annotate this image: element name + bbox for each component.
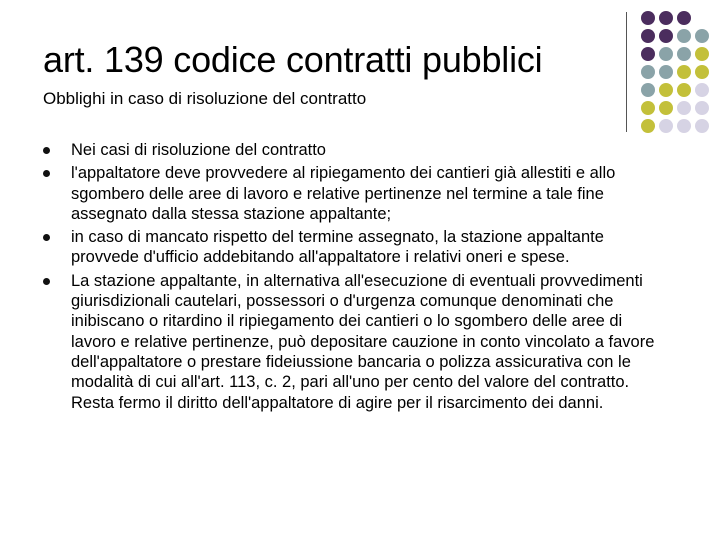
bullet-item bbox=[43, 271, 683, 413]
decorative-dot bbox=[677, 101, 691, 115]
decorative-dot bbox=[659, 83, 673, 97]
bullet-text: in caso di mancato rispetto del termine assegnato, la stazione appaltante provvede d'ufficio addebitando all'appaltatore i relativi oneri e spese. bbox=[71, 228, 604, 267]
decorative-dot bbox=[641, 101, 655, 115]
decorative-dot bbox=[677, 29, 691, 43]
decorative-dot bbox=[677, 83, 691, 97]
bullet-dot-icon bbox=[43, 147, 50, 154]
decorative-dot bbox=[677, 119, 691, 133]
decorative-dot bbox=[641, 83, 655, 97]
bullet-text: Nei casi di risoluzione del contratto bbox=[71, 141, 326, 159]
decorative-dot bbox=[695, 119, 709, 133]
bullet-item bbox=[43, 227, 683, 268]
decorative-dot bbox=[641, 65, 655, 79]
decorative-dot bbox=[695, 101, 709, 115]
decorative-dot bbox=[677, 11, 691, 25]
decorative-dot-grid bbox=[640, 10, 720, 140]
slide-subtitle: Obblighi in caso di risoluzione del contratto bbox=[43, 89, 367, 108]
bullet-dot-icon bbox=[43, 234, 50, 241]
bullet-text: La stazione appaltante, in alternativa all'esecuzione di eventuali provvedimenti giurisdizionali cautelari, possessori o d'urgenza comunque denominati che inibiscano o ritardino il ripiegamento dei cantieri o lo sgombero delle aree di lavoro e relative pertinenze, può depositare cauzione in conto vincolato a favore dell'appaltatore o prestare fideiussione bancaria o polizza assicurativa con le modalità di cui all'art. 113, c. 2, pari all'uno per cento del valore del contratto. Resta fermo il diritto dell'appaltatore di agire per il risarcimento dei danni. bbox=[71, 271, 655, 412]
decorative-dot bbox=[641, 119, 655, 133]
decorative-dot bbox=[695, 65, 709, 79]
bullet-list bbox=[43, 140, 683, 416]
decorative-dot bbox=[659, 47, 673, 61]
divider-line bbox=[626, 12, 627, 132]
bullet-dot-icon bbox=[43, 170, 50, 177]
decorative-dot bbox=[677, 65, 691, 79]
decorative-dot bbox=[659, 29, 673, 43]
decorative-dot bbox=[641, 29, 655, 43]
decorative-dot bbox=[659, 11, 673, 25]
decorative-dot bbox=[695, 83, 709, 97]
bullet-text: l'appaltatore deve provvedere al ripiegamento dei cantieri già allestiti e allo sgombero delle aree di lavoro e relative pertinenze nel termine a tale fine assegnato dalla stessa stazione appaltante; bbox=[71, 164, 616, 223]
slide-title: art. 139 codice contratti pubblici bbox=[43, 39, 543, 80]
bullet-item bbox=[43, 163, 683, 224]
bullet-dot-icon bbox=[43, 278, 50, 285]
decorative-dot bbox=[659, 65, 673, 79]
decorative-dot bbox=[659, 119, 673, 133]
decorative-dot bbox=[677, 47, 691, 61]
bullet-item bbox=[43, 140, 683, 160]
decorative-dot bbox=[641, 11, 655, 25]
decorative-dot bbox=[659, 101, 673, 115]
decorative-dot bbox=[695, 47, 709, 61]
decorative-dot bbox=[695, 29, 709, 43]
decorative-dot bbox=[641, 47, 655, 61]
